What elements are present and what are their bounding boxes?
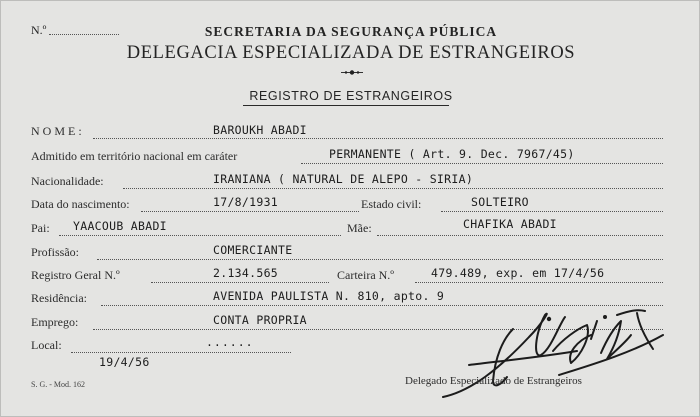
pai-label: Pai:	[31, 221, 50, 235]
signature-image	[441, 295, 681, 405]
carteira-label: Carteira N.º	[337, 268, 395, 282]
admitido-value: PERMANENTE ( Art. 9. Dec. 7967/45)	[329, 147, 575, 161]
residencia-label: Residência:	[31, 291, 87, 305]
form-code: S. G. - Mod. 162	[31, 380, 86, 389]
profissao-line	[97, 259, 663, 260]
numero-label: N.º	[31, 23, 47, 37]
nacionalidade-value: IRANIANA ( NATURAL DE ALEPO - SIRIA)	[213, 172, 474, 186]
carteira-value: 479.489, exp. em 17/4/56	[431, 266, 605, 280]
card-title: REGISTRO DE ESTRANGEIROS	[249, 89, 453, 103]
local-value: ......	[206, 335, 254, 349]
admitido-line	[301, 163, 663, 164]
mae-value: CHAFIKA ABADI	[463, 217, 557, 231]
mae-line	[377, 235, 663, 236]
registro-line	[151, 282, 329, 283]
nome-value: BAROUKH ABADI	[213, 123, 307, 137]
nascimento-line	[141, 211, 359, 212]
carteira-line	[415, 282, 663, 283]
nome-line	[93, 138, 663, 139]
registro-label: Registro Geral N.º	[31, 268, 120, 282]
header-delegacia: DELEGACIA ESPECIALIZADA DE ESTRANGEIROS	[126, 43, 576, 63]
nascimento-label: Data do nascimento:	[31, 197, 130, 211]
pai-line	[59, 235, 341, 236]
local-line	[71, 352, 291, 353]
nacionalidade-label: Nacionalidade:	[31, 174, 104, 188]
nascimento-value: 17/8/1931	[213, 195, 279, 209]
profissao-label: Profissão:	[31, 245, 79, 259]
emprego-label: Emprego:	[31, 315, 79, 329]
issue-date: 19/4/56	[99, 355, 150, 369]
registro-value: 2.134.565	[213, 266, 279, 280]
estado-civil-label: Estado civil:	[361, 197, 422, 211]
emprego-value: CONTA PROPRIA	[213, 313, 307, 327]
header-secretaria: SECRETARIA DA SEGURANÇA PÚBLICA	[204, 24, 498, 39]
nacionalidade-line	[123, 188, 663, 189]
estado-civil-value: SOLTEIRO	[471, 195, 529, 209]
profissao-value: COMERCIANTE	[213, 243, 293, 257]
admitido-label: Admitido em território nacional em caráter	[31, 149, 238, 163]
pai-value: YAACOUB ABADI	[73, 219, 167, 233]
local-label: Local:	[31, 338, 62, 352]
title-underline	[243, 105, 449, 106]
nome-label: NOME:	[31, 124, 85, 138]
ornament-divider	[341, 69, 363, 76]
residencia-value: AVENIDA PAULISTA N. 810, apto. 9	[213, 289, 445, 303]
signature-title: Delegado Especializado de Estrangeiros	[405, 375, 582, 387]
mae-label: Mãe:	[347, 221, 372, 235]
estado-civil-line	[441, 211, 663, 212]
